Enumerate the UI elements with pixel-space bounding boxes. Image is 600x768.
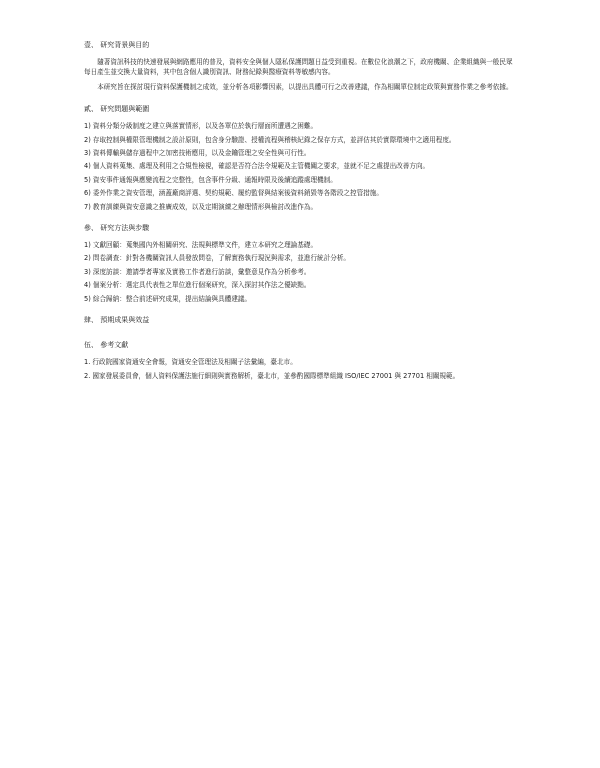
document-title: 壹、 研究背景與目的	[84, 41, 150, 49]
section-heading: 肆、 預期成果與效益	[84, 316, 150, 325]
intro-paragraph: 隨著資訊科技的快速發展與網路應用的普及，資料安全與個人隱私保護問題日益受到重視。在數位化浪潮之下，政府機關、企業組織與一般民眾每日產生並交換大量資料，其中包含個人識別資訊、財務紀錄與醫療資料等敏感內容。	[84, 58, 513, 77]
list-item: 7) 教育訓練與資安意識之推廣成效，以及定期演練之辦理情形與檢討改進作為。	[84, 202, 318, 211]
list-item: 5) 資安事件通報與應變流程之完整性，包含事件分級、通報時限及後續追蹤處理機制。	[84, 175, 337, 184]
section-heading: 伍、 參考文獻	[84, 341, 129, 350]
list-item: 5) 綜合歸納：整合前述研究成果，提出結論與具體建議。	[84, 294, 252, 303]
intro-paragraph: 本研究旨在探討現行資料保護機制之成效，並分析各項影響因素，以提出具體可行之改善建議，作為相關單位制定政策與實務作業之參考依據。	[97, 82, 513, 91]
list-item: 4) 個案分析：選定具代表性之單位進行個案研究，深入探討其作法之優缺點。	[84, 281, 311, 290]
list-item: 4) 個人資料蒐集、處理及利用之合規性檢視，確認是否符合法令規範及主管機關之要求，並就不足之處提出改善方向。	[84, 162, 430, 171]
list-item: 2) 存取控制與權限管理機制之設計原則，包含身分驗證、授權流程與稽核紀錄之保存方式，並評估其於實際環境中之適用程度。	[84, 135, 456, 144]
list-item: 6) 委外作業之資安管理，涵蓋廠商評選、契約規範、履約監督與結案後資料銷毀等各階段之控管措施。	[84, 189, 383, 198]
section-heading: 貳、 研究問題與範圍	[84, 105, 150, 114]
section-heading: 參、 研究方法與步驟	[84, 224, 150, 233]
list-item: 3) 資料傳輸與儲存過程中之加密技術應用，以及金鑰管理之安全性與可行性。	[84, 149, 311, 158]
list-item: 1) 文獻回顧：蒐集國內外相關研究、法規與標準文件，建立本研究之理論基礎。	[84, 241, 318, 250]
list-item: 1. 行政院國家資通安全會報，資通安全管理法及相關子法彙編，臺北市。	[84, 358, 297, 367]
list-item: 2) 問卷調查：針對各機關資訊人員發放問卷，了解實務執行現況與需求，並進行統計分析。	[84, 254, 351, 263]
list-item: 1) 資料分類分級制度之建立與落實情形，以及各單位於執行層面所遭遇之困難。	[84, 122, 318, 131]
list-item: 3) 深度訪談：邀請學者專家及實務工作者進行訪談，彙整意見作為分析參考。	[84, 267, 311, 276]
list-item: 2. 國家發展委員會，個人資料保護法施行細則與實務解析，臺北市，並參酌國際標準組織 ISO/IEC 27001 與 27701 相關規範。	[84, 371, 460, 380]
